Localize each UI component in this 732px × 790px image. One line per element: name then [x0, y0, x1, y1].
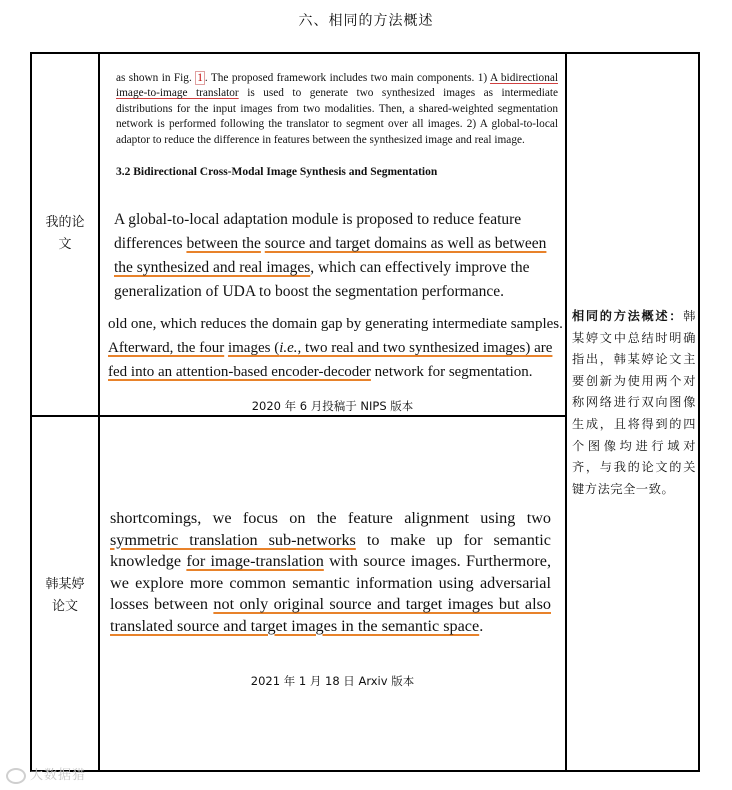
column-divider-right — [565, 54, 567, 770]
mine-small-excerpt — [116, 71, 558, 148]
mine-large-excerpt-1 — [114, 208, 554, 304]
row-label-han — [32, 574, 98, 618]
han-underline-1: symmetric translation sub-networks — [110, 530, 356, 549]
han-caption: 2021 年 1 月 18 日 Arxiv 版本 — [250, 674, 415, 688]
row-label-mine-line2: 文 — [58, 237, 72, 252]
han-text-a: shortcomings, we focus on the feature alignment using two — [110, 509, 551, 527]
mine-large2-italic: i.e. — [279, 340, 298, 356]
row-divider — [32, 415, 565, 417]
mine-large2-underline-2a: images ( — [227, 340, 280, 356]
mine-small-text-a: as shown in Fig. — [116, 72, 196, 84]
han-text-b: to make up for semantic knowledge — [110, 530, 551, 571]
mine-small-underline-1: A bidirectional — [489, 72, 558, 84]
method-summary-heading: 相同的方法概述： — [572, 309, 684, 323]
section-heading: 3.2 Bidirectional Cross-Modal Image Synthesis and Segmentation — [116, 166, 438, 178]
han-underline-3: not only original source and target images but also translated source and target images in the semantic space — [110, 595, 551, 635]
mine-small-underline-2: image-to-image translator — [116, 87, 239, 100]
han-text-c: with source images. Furthermore, we explore more common semantic information using adversarial losses between — [110, 552, 551, 614]
mine-small-text-b: . The proposed framework includes two main components. 1) — [204, 72, 490, 84]
mine-large1-underline-1: between the — [186, 235, 261, 252]
mine-large2-underline-2b: , two real and two synthesized images) are fed into an attention-based encoder-decoder — [108, 340, 553, 380]
mine-large1-text-b: , which can effectively improve the generalization of UDA to boost the segmentation performance. — [114, 259, 530, 300]
watermark-text: 大数据猎 — [30, 768, 87, 783]
watermark-logo-icon — [6, 768, 26, 784]
mine-large1-underline-2: source and target domains as well as between the synthesized and real images — [114, 235, 547, 276]
watermark — [6, 764, 86, 784]
row-label-han-line1: 韩某婷 — [45, 577, 85, 592]
figure-ref-link[interactable]: 1 — [197, 72, 203, 84]
han-text-d: . — [479, 616, 484, 635]
mine-small-text-c: is used to generate two synthesized images as intermediate distributions for the input images from two modalities. Then, a shared-weighted segmentation network is performed following the translator to segment over all images. 2) A global-to-local adaptor to reduce the difference in features between the synthesized image and real image. — [116, 87, 558, 146]
mine-large-excerpt-2 — [108, 312, 564, 384]
row-label-mine — [32, 212, 98, 256]
page-title: 六、相同的方法概述 — [298, 13, 434, 29]
mine-large2-text-b: network for segmentation. — [370, 364, 533, 380]
mine-caption: 2020 年 6 月投稿于 NIPS 版本 — [251, 399, 414, 413]
mine-large1-text-a: A global-to-local adaptation module is proposed to reduce feature differences — [114, 211, 522, 252]
han-excerpt — [110, 508, 551, 638]
method-summary — [572, 306, 696, 500]
mine-large2-text-a: old one, which reduces the domain gap by generating intermediate samples. — [108, 316, 563, 332]
mine-large2-underline-1: Afterward, the four — [108, 340, 225, 356]
han-underline-2: for image-translation — [186, 552, 324, 571]
row-label-han-line2: 论文 — [51, 599, 78, 614]
method-summary-text: 韩某婷文中总结时明确指出，韩某婷论文主要创新为使用两个对称网络进行双向图像生成，且将得到的四个图像均进行域对齐，与我的论文的关键方法完全一致。 — [572, 309, 696, 496]
row-label-mine-line1: 我的论 — [45, 215, 85, 230]
